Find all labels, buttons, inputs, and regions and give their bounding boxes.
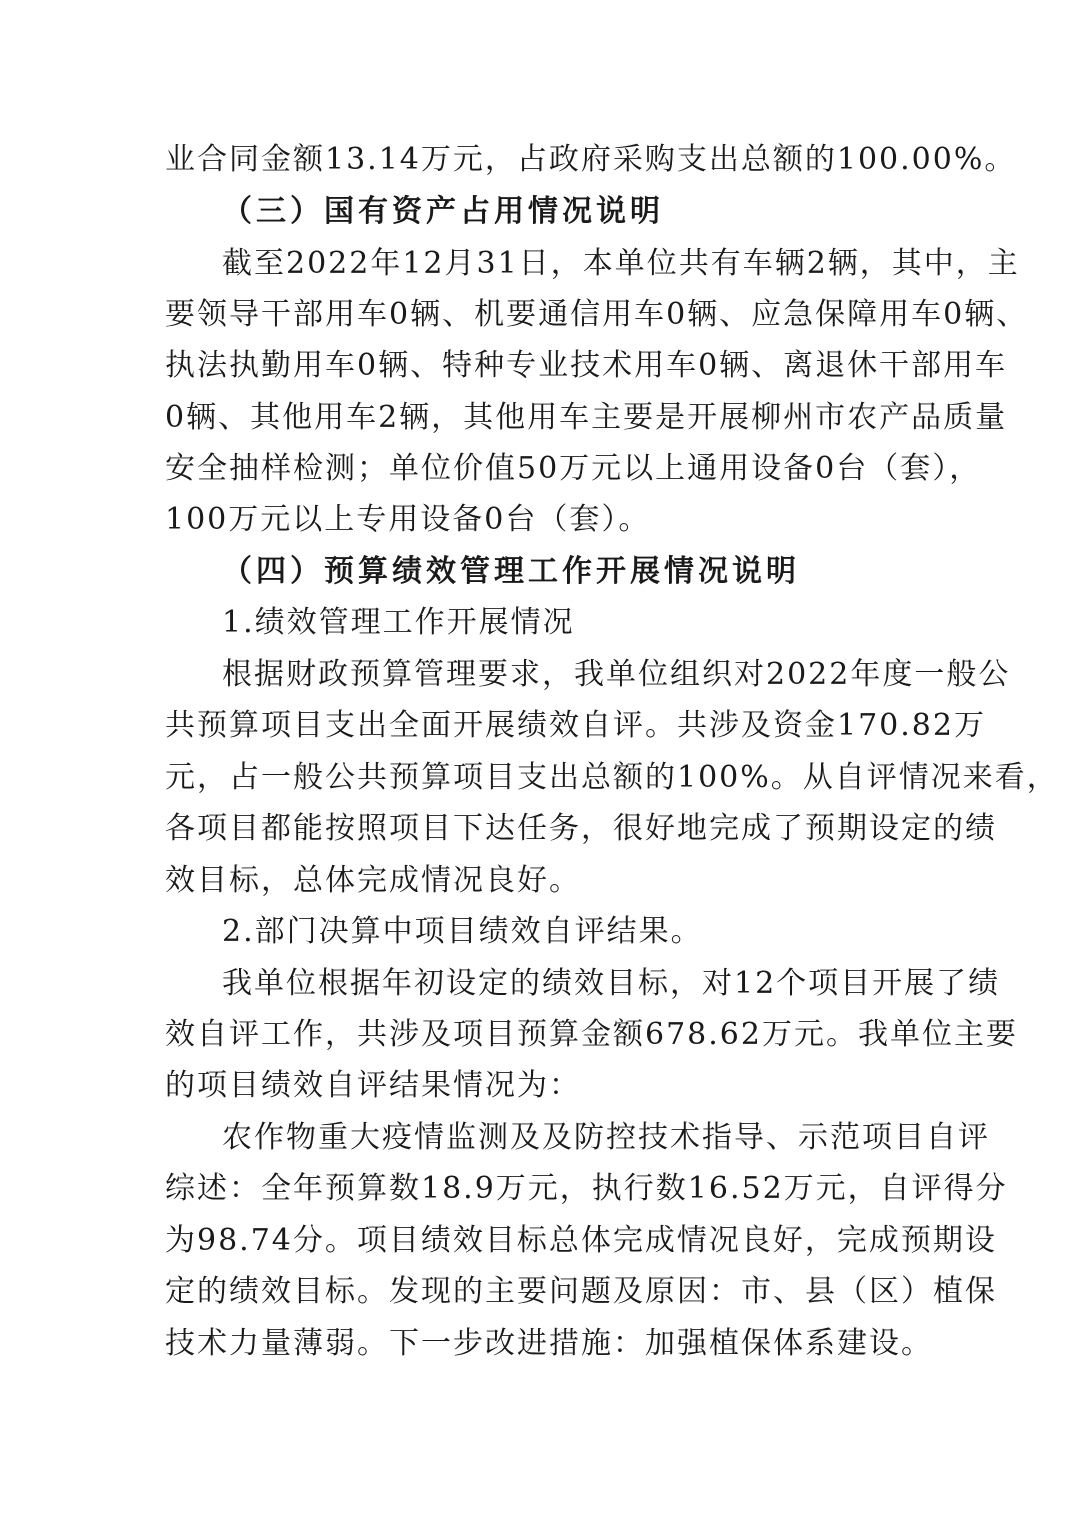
paragraph-line: 要领导干部用车0辆、机要通信用车0辆、应急保障用车0辆、 [165,297,1029,332]
paragraph-line: 执法执勤用车0辆、特种专业技术用车0辆、离退休干部用车 [165,348,1008,383]
paragraph-line: 100万元以上专用设备0台（套）。 [165,502,651,537]
paragraph-line: 共预算项目支出全面开展绩效自评。共涉及资金170.82万 [165,708,986,743]
subheading: 1.绩效管理工作开展情况 [222,605,575,640]
paragraph-line: 综述：全年预算数18.9万元，执行数16.52万元，自评得分 [165,1171,1008,1206]
paragraph-line: 根据财政预算管理要求，我单位组织对2022年度一般公 [222,657,1011,692]
paragraph-line: 元，占一般公共预算项目支出总额的100%。从自评情况来看， [165,760,1059,795]
paragraph-line: 效自评工作，共涉及项目预算金额678.62万元。我单位主要 [165,1017,1018,1052]
paragraph-line: 效目标，总体完成情况良好。 [165,863,581,898]
paragraph-line: 技术力量薄弱。下一步改进措施：加强植保体系建设。 [165,1326,933,1361]
paragraph-line: 截至2022年12月31日，本单位共有车辆2辆，其中，主 [222,246,1020,281]
subheading: 2.部门决算中项目绩效自评结果。 [222,914,703,949]
paragraph-line: 安全抽样检测；单位价值50万元以上通用设备0台（套）， [165,451,982,486]
paragraph-line: 我单位根据年初设定的绩效目标，对12个项目开展了绩 [222,966,1001,1001]
paragraph-line: 农作物重大疫情监测及及防控技术指导、示范项目自评 [222,1120,990,1155]
paragraph-line: 定的绩效目标。发现的主要问题及原因：市、县（区）植保 [165,1274,997,1309]
paragraph-line: 0辆、其他用车2辆，其他用车主要是开展柳州市农产品质量 [165,400,1008,435]
paragraph-line: 业合同金额13.14万元，占政府采购支出总额的100.00%。 [165,142,1017,177]
section-heading: （三）国有资产占用情况说明 [222,194,664,229]
paragraph-line: 为98.74分。项目绩效目标总体完成情况良好，完成预期设 [165,1223,997,1258]
paragraph-line: 各项目都能按照项目下达任务，很好地完成了预期设定的绩 [165,811,997,846]
section-heading: （四）预算绩效管理工作开展情况说明 [222,554,800,589]
paragraph-line: 的项目绩效自评结果情况为： [165,1068,581,1103]
